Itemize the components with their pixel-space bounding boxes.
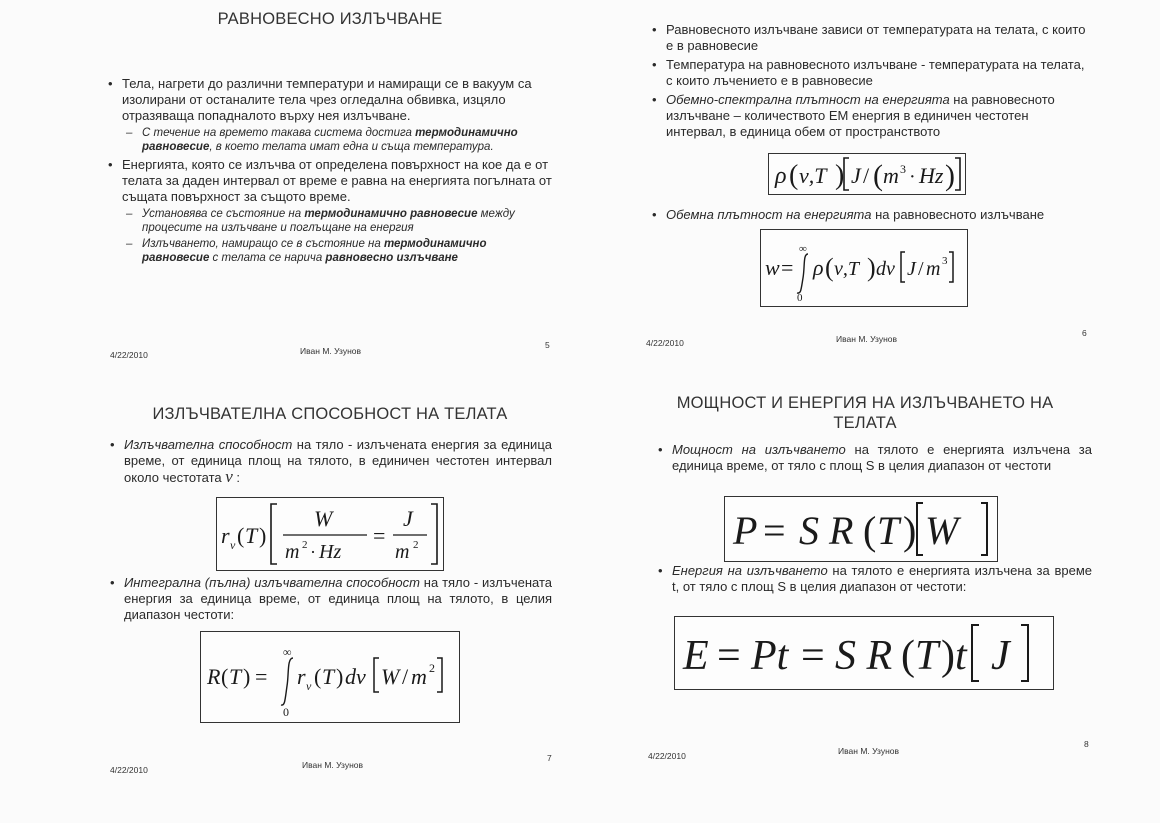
svg-text:(: ( [789, 160, 799, 191]
slide-page-number: 7 [547, 753, 552, 763]
svg-text:): ) [941, 633, 955, 679]
slide-title: МОЩНОСТ И ЕНЕРГИЯ НА ИЗЛЪЧВАНЕТО НА ТЕЛАТА [676, 394, 1054, 432]
bullet-item: • Обемна плътност на енергията на равновесното излъчване [648, 207, 1098, 223]
svg-text:W: W [314, 506, 333, 531]
svg-text:=: = [373, 523, 386, 548]
svg-text:/: / [918, 258, 924, 280]
bullet-item: • Мощност на излъчването на тялото е енергията излъчена за единица време, от тяло с площ S в целия диапазон от честоти [654, 442, 1092, 474]
svg-text:ρ: ρ [775, 163, 787, 189]
svg-text:S R: S R [835, 633, 893, 679]
svg-text:ν: ν [230, 538, 236, 552]
bullet-item: • Енергия на излъчването на тялото е енергията излъчена за време t, от тяло с площ S в целия диапазон от честоти: [654, 563, 1092, 595]
svg-text:=: = [763, 508, 786, 553]
svg-text:m: m [395, 541, 410, 563]
svg-text:2: 2 [413, 539, 419, 551]
svg-text:r: r [297, 664, 306, 689]
svg-text:·: · [909, 166, 916, 188]
slide-author: Иван М. Узунов [302, 760, 364, 770]
svg-text:(: ( [863, 508, 877, 553]
svg-text:dν: dν [876, 258, 895, 280]
svg-text:): ) [259, 523, 267, 548]
bullet-list [654, 563, 1092, 598]
slide-title: РАВНОВЕСНО ИЗЛЪЧВАНЕ [217, 10, 443, 28]
svg-text:m: m [926, 258, 941, 280]
svg-text:): ) [835, 160, 845, 191]
formula-energy [674, 616, 1054, 690]
sub-bullet-item: – С течение на времето такава система достига термодинамично равновесие, в което телата имат една и съща температура. [122, 126, 554, 154]
svg-text:Hz: Hz [319, 541, 342, 563]
svg-text:T: T [229, 664, 242, 689]
svg-text:0: 0 [797, 292, 803, 304]
svg-text:2: 2 [429, 661, 435, 675]
svg-text:ν,T: ν,T [834, 258, 859, 280]
bullet-item: • Интегрална (пълна) излъчвателна способност на тяло - излъчената енергия за единица време, от единица площ на тялото, в целия диапазон честоти: [106, 575, 552, 623]
svg-text:0: 0 [283, 705, 289, 719]
slide-page-number: 5 [545, 340, 550, 350]
slide-page-number: 8 [1084, 739, 1089, 749]
bullet-list [654, 442, 1092, 477]
svg-text:(: ( [314, 664, 322, 689]
formula-energy-density [760, 229, 968, 307]
slide-page-number: 6 [1082, 328, 1087, 338]
svg-text:ν,T: ν,T [799, 163, 827, 188]
svg-text:3: 3 [942, 255, 948, 267]
svg-text:T: T [877, 508, 900, 553]
svg-text:(: ( [825, 253, 834, 282]
svg-text:E: E [683, 633, 709, 679]
svg-text:m: m [411, 664, 427, 689]
svg-text:S R: S R [799, 508, 854, 553]
svg-text:m: m [883, 163, 899, 188]
svg-text:P: P [733, 508, 758, 553]
svg-text:3: 3 [900, 162, 906, 176]
svg-text:t: t [955, 633, 967, 679]
bullet-item: • Обемно-спектрална плътност на енергията на равновесното излъчване – количеството ЕМ енергия в единичен честотен интервал, в единица обем от пространството [648, 92, 1088, 140]
formula-emissivity [216, 497, 444, 571]
slide-date: 4/22/2010 [110, 765, 148, 775]
slide-date: 4/22/2010 [648, 751, 686, 761]
svg-text:dν: dν [345, 664, 366, 689]
svg-text:(: ( [901, 633, 915, 679]
svg-text:): ) [336, 664, 344, 689]
slide-author: Иван М. Узунов [836, 334, 898, 344]
formula-power [724, 496, 998, 562]
slide-date: 4/22/2010 [646, 338, 684, 348]
bullet-list [648, 207, 1098, 226]
svg-text:J: J [907, 258, 916, 280]
svg-text:=: = [781, 255, 794, 280]
formula-integral-emissivity [200, 631, 460, 723]
svg-text:): ) [903, 508, 917, 553]
svg-text:m: m [285, 541, 300, 563]
slide-5 [0, 0, 580, 411]
sub-bullet-item: – Излъчването, намиращо се в състояние на термодинамично равновесие с телата се нарича равновесно излъчване [122, 237, 554, 265]
svg-text:=: = [801, 633, 825, 679]
svg-text:2: 2 [302, 539, 308, 551]
svg-text:·: · [310, 542, 316, 562]
bullet-list [106, 437, 552, 489]
slide-author: Иван М. Узунов [300, 346, 362, 356]
bullet-item: • Излъчвателна способност на тяло - излъчената енергия за единица време, от единица площ на тялото, в единичен честотен интервал около честотата ν : [106, 437, 552, 486]
svg-text:(: ( [221, 664, 229, 689]
bullet-item: • Температура на равновесното излъчване - температурата на телата, с които лъчението е в равновесие [648, 57, 1088, 89]
svg-text:w: w [765, 255, 780, 280]
slide-6 [580, 0, 1160, 411]
svg-text:∞: ∞ [283, 645, 292, 659]
svg-text:J: J [403, 506, 413, 531]
slide-author: Иван М. Узунов [838, 746, 900, 756]
svg-text:W: W [925, 508, 959, 553]
svg-text:r: r [221, 523, 230, 548]
svg-text:=: = [717, 633, 741, 679]
bullet-item: • Тела, нагрети до различни температури и намиращи се в вакуум са изолирани от останалите тела чрез огледална обвивка, изцяло отразяваща попадналото върху нея излъчване. – С течение на времето такава система достига термодинамично равновесие, в което телата имат една и съща температура. [104, 76, 554, 154]
sub-bullet-item: – Установява се състояние на термодинамично равновесие между процесите на излъчване и поглъщане на енергия [122, 207, 554, 235]
svg-text:T: T [322, 664, 335, 689]
svg-text:(: ( [873, 159, 883, 192]
svg-text:R: R [207, 664, 221, 689]
bullet-item: • Енергията, която се излъчва от определена повърхност на кое да е от телата за даден интервал от време е равна на енергията погълната от същата повърхност за същото време. – Установява се състояние на термодинамично равновесие между процесите на излъчване и поглъщане на енергия – Излъчването, намиращо се в състояние на термодинамично равновесие с телата се нарича равновесно излъчване [104, 157, 554, 265]
svg-text:/: / [402, 664, 409, 689]
bullet-list [104, 76, 554, 268]
svg-text:(: ( [237, 523, 245, 548]
slide-date: 4/22/2010 [110, 350, 148, 360]
svg-text:J: J [851, 163, 861, 188]
svg-text:W: W [381, 664, 400, 689]
svg-text:): ) [945, 159, 955, 192]
svg-text:ν: ν [306, 679, 312, 693]
bullet-item: • Равновесното излъчване зависи от температурата на телата, с които е в равновесие [648, 22, 1088, 54]
bullet-list [648, 22, 1088, 143]
svg-text:/: / [863, 163, 870, 188]
bullet-list [106, 575, 552, 626]
slide-8 [580, 394, 1160, 822]
svg-text:Pt: Pt [751, 633, 789, 679]
svg-text:=: = [255, 664, 268, 689]
svg-text:T: T [245, 523, 258, 548]
formula-spectral-density [768, 153, 966, 195]
svg-text:T: T [915, 633, 939, 679]
svg-text:∞: ∞ [799, 243, 807, 255]
svg-text:Hz: Hz [919, 163, 944, 188]
svg-text:): ) [867, 253, 876, 282]
svg-text:J: J [991, 633, 1010, 679]
slide-title: ИЗЛЪЧВАТЕЛНА СПОСОБНОСТ НА ТЕЛАТА [152, 405, 508, 423]
svg-text:ρ: ρ [813, 255, 824, 280]
svg-text:): ) [243, 664, 251, 689]
slide-7 [0, 405, 580, 822]
